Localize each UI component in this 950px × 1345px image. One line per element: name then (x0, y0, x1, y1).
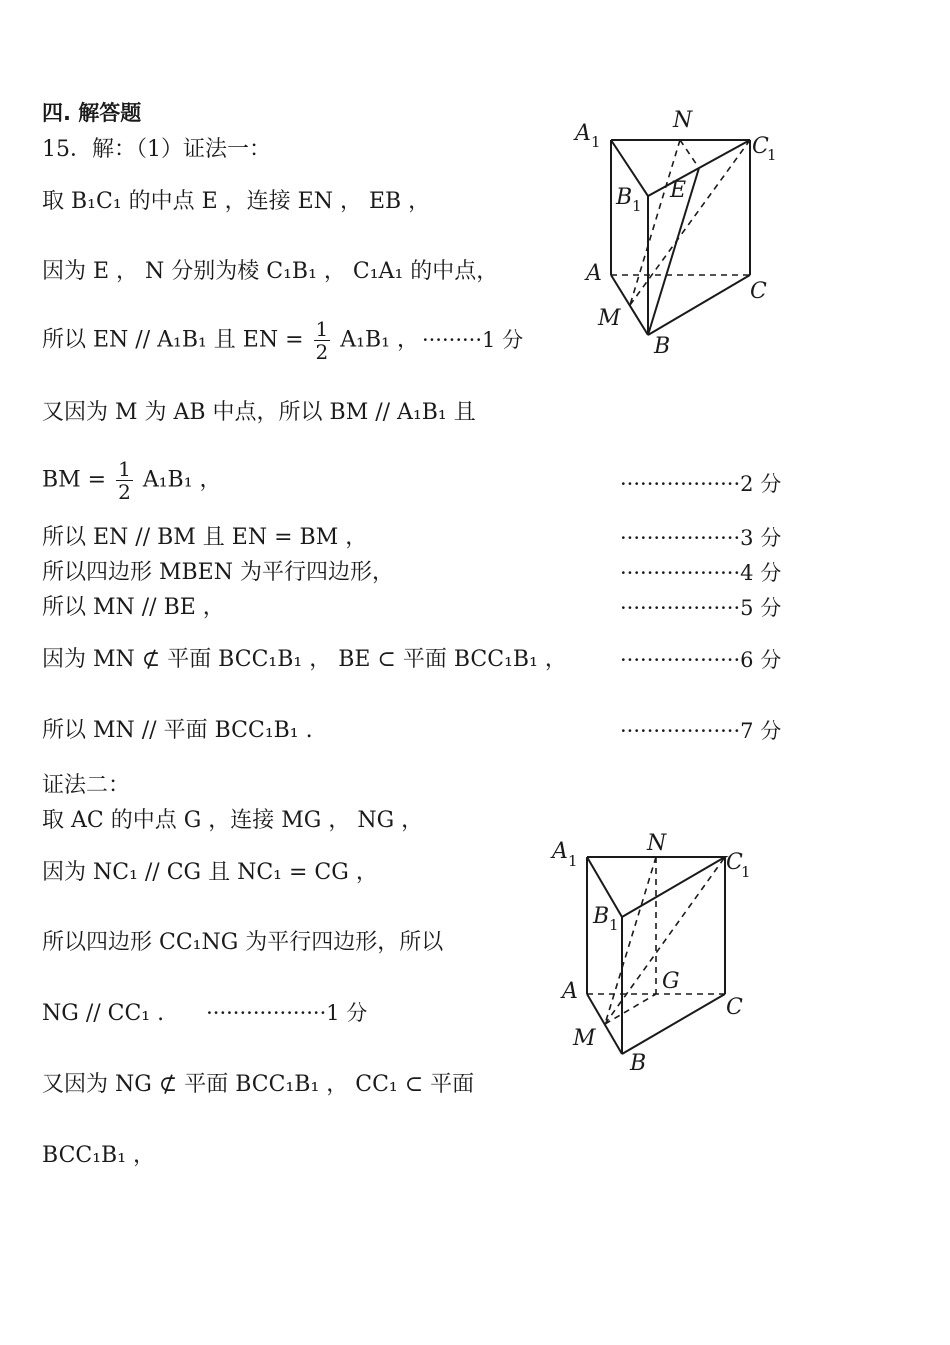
label-a-base: A (562, 979, 578, 1004)
proof2-line-2: 因为 NC₁ // CG 且 NC₁ = CG ， (42, 860, 378, 885)
proof2-line-3: 所以四边形 CC₁NG 为平行四边形，所以 (42, 930, 444, 955)
label-c-sub: 1 (767, 146, 777, 164)
label-b-sub: 1 (609, 916, 619, 934)
label-a-base: A (586, 261, 602, 286)
proof1-line-5: 所以四边形 MBEN 为平行四边形， (42, 560, 394, 585)
score-6: ··················6 分 (620, 648, 782, 672)
score-2: ··················2 分 (620, 472, 782, 496)
label-b: B (616, 185, 633, 210)
score-4: ··················4 分 (620, 561, 782, 585)
label-c-base: C (726, 995, 743, 1020)
label-b-sub: 1 (632, 197, 642, 215)
score-1: ·········1 分 (421, 327, 524, 352)
proof2-line-4-text: NG // CC₁ . (42, 1001, 165, 1026)
label-b-base: B (630, 1051, 647, 1076)
proof1-line-6: 所以 MN // BE ， (42, 595, 225, 620)
label-a-sub: 1 (591, 133, 601, 151)
label-c-sub: 1 (741, 863, 751, 881)
proof1-line-3: 又因为 M 为 AB 中点，所以 BM // A₁B₁ 且 (42, 400, 476, 425)
prism-2-hidden-edges (587, 857, 725, 1024)
label-m: M (573, 1026, 596, 1051)
frac-line-2-after: A₁B₁ ， (135, 467, 222, 493)
proof1-frac-line-1 (42, 318, 523, 363)
proof2-score-1: ··················1 分 (206, 1001, 368, 1025)
section-title: 四. 解答题 (42, 101, 142, 125)
proof2-line-6: BCC₁B₁ ， (42, 1143, 156, 1168)
proof2-line-1: 取 AC 的中点 G ，连接 MG ， NG ， (42, 808, 424, 833)
label-g: G (662, 969, 680, 994)
label-c: C (726, 850, 743, 875)
fraction-denominator: 2 (315, 340, 329, 364)
label-e: E (670, 178, 687, 203)
fraction-denominator: 2 (118, 480, 131, 504)
label-c: C (752, 134, 769, 159)
proof2-line-5: 又因为 NG ⊄ 平面 BCC₁B₁ ， CC₁ ⊂ 平面 (42, 1072, 475, 1097)
proof1-line-7: 因为 MN ⊄ 平面 BCC₁B₁ ， BE ⊂ 平面 BCC₁B₁ ， (42, 647, 567, 672)
label-m: M (598, 306, 621, 331)
frac-line-2-before: BM = (42, 467, 114, 493)
proof2-title: 证法二： (42, 773, 131, 798)
label-n: N (673, 108, 693, 133)
proof1-line-1: 取 B₁C₁ 的中点 E ，连接 EN ， EB ， (42, 189, 431, 214)
fraction-numerator: 1 (315, 317, 329, 341)
frac-line-1-after: A₁B₁ ， (333, 327, 408, 353)
proof1-line-8: 所以 MN // 平面 BCC₁B₁ . (42, 718, 313, 743)
score-5: ··················5 分 (620, 596, 782, 620)
proof2-line-4 (42, 998, 367, 1029)
proof1-line-4: 所以 EN // BM 且 EN = BM ， (42, 525, 368, 550)
label-a: A (552, 839, 568, 864)
prism-figure-2 (540, 820, 770, 1080)
score-7: ··················7 分 (620, 719, 782, 743)
label-b-base: B (654, 334, 671, 359)
label-n: N (647, 831, 667, 856)
frac-line-1-before: 所以 EN // A₁B₁ 且 EN = (42, 327, 311, 353)
prism-figure-1 (560, 100, 800, 370)
label-b: B (593, 904, 610, 929)
score-3: ··················3 分 (620, 526, 782, 550)
label-a-sub: 1 (568, 852, 578, 870)
prism-1-hidden-edges (611, 140, 750, 305)
fraction-half (314, 318, 331, 363)
fraction-numerator: 1 (118, 457, 131, 481)
proof1-line-2: 因为 E ， N 分别为棱 C₁B₁ ， C₁A₁ 的中点， (42, 259, 499, 284)
fraction-half (116, 458, 133, 503)
problem-header: 15．解：（1）证法一： (42, 137, 271, 162)
label-a: A (575, 121, 591, 146)
proof1-frac-line-2 (42, 458, 222, 503)
label-c-base: C (750, 279, 767, 304)
